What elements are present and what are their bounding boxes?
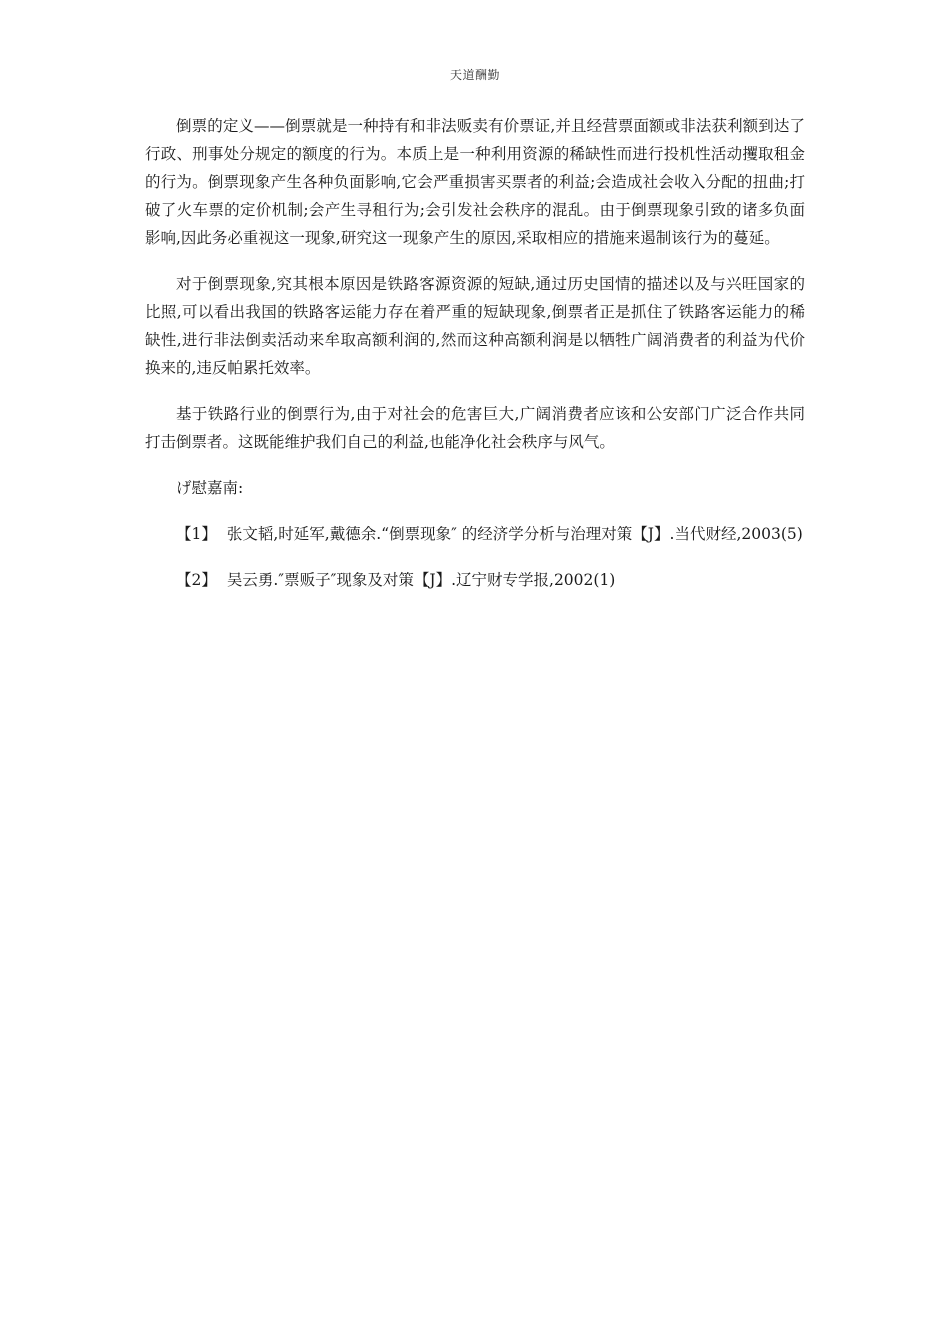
document-body: [145, 112, 805, 612]
paragraph-definition: 倒票的定义——倒票就是一种持有和非法贩卖有价票证,并且经营票面额或非法获利额到达了行政、刑事处分规定的额度的行为。本质上是一种利用资源的稀缺性而进行投机性活动攫取租金的行为。倒票现象产生各种负面影响,它会严重损害买票者的利益;会造成社会收入分配的扭曲;打破了火车票的定价机制;会产生寻租行为;会引发社会秩序的混乱。由于倒票现象引致的诸多负面影响,因此务必重视这一现象,研究这一现象产生的原因,采取相应的措施来遏制该行为的蔓延。: [145, 117, 805, 247]
reference-item: [145, 520, 805, 548]
page-header: 天道酬勤: [449, 68, 500, 82]
paragraph-conclusion: 基于铁路行业的倒票行为,由于对社会的危害巨大,广阔消费者应该和公安部门广泛合作共同打击倒票者。这既能维护我们自己的利益,也能净化社会秩序与风气。: [145, 405, 805, 451]
reference-text: 张文韬,时延军,戴德余.“倒票现象″ 的经济学分析与治理对策【J】.当代财经,2003(5): [226, 525, 803, 543]
reference-number: 【1】: [176, 525, 217, 543]
reference-number: 【2】: [176, 571, 217, 589]
references-title: げ慰嘉南:: [176, 479, 244, 497]
reference-item: [145, 566, 805, 594]
reference-text: 吴云勇.″票贩子″现象及对策【J】.辽宁财专学报,2002(1): [226, 571, 616, 589]
paragraph-cause: 对于倒票现象,究其根本原因是铁路客源资源的短缺,通过历史国情的描述以及与兴旺国家的比照,可以看出我国的铁路客运能力存在着严重的短缺现象,倒票者正是抓住了铁路客运能力的稀缺性,进行非法倒卖活动来牟取高额利润的,然而这种高额利润是以牺牲广阔消费者的利益为代价换来的,违反帕累托效率。: [145, 275, 805, 377]
